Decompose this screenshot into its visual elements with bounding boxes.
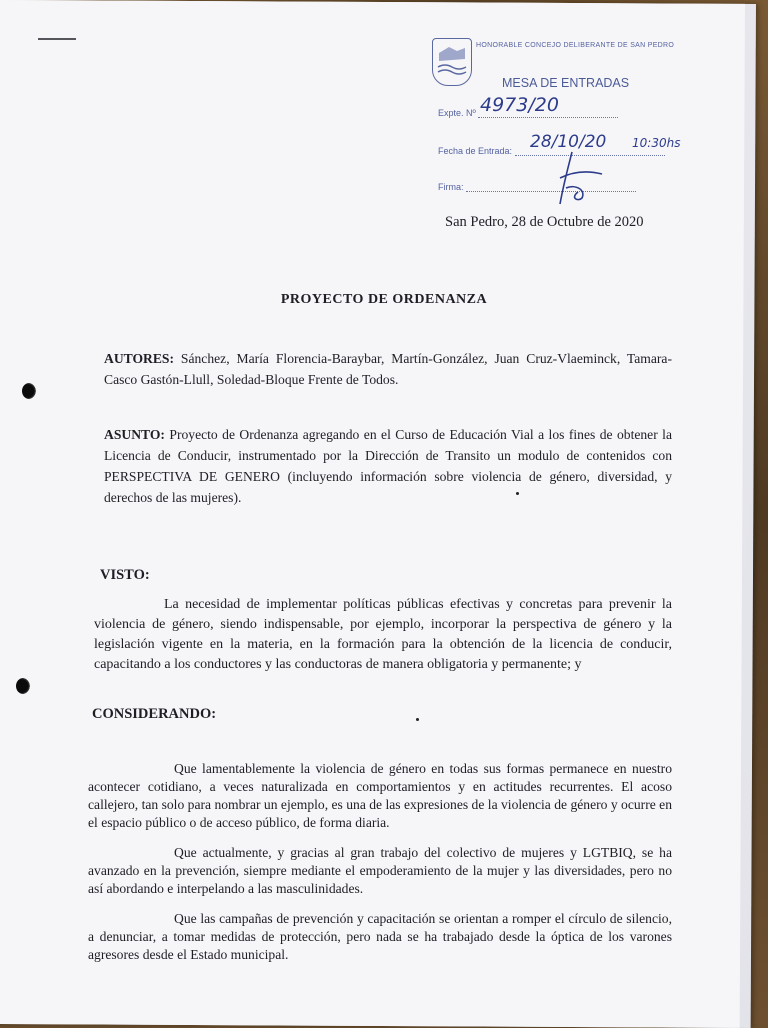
considerando-heading: CONSIDERANDO: xyxy=(92,706,217,722)
considerando-paragraph-2: Que actualmente, y gracias al gran trabajo del colectivo de mujeres y LGTBIQ, se ha avanzado en la prevención, siempre mediante el empoderamiento de la mujer y las diversidades, pero no así abordando e interpelando a las masculinidades. xyxy=(88,845,672,896)
asunto-paragraph xyxy=(104,424,672,508)
autores-text: Sánchez, María Florencia-Baraybar, Martín-González, Juan Cruz-Vlaeminck, Tamara-Casco Gastón-Llull, Soledad-Bloque Frente de Todos. xyxy=(104,351,672,387)
signature-icon xyxy=(542,148,612,208)
punch-hole-bottom xyxy=(16,678,30,694)
paper-speck xyxy=(416,718,419,721)
stamp-office: MESA DE ENTRADAS xyxy=(502,76,630,90)
expte-handwritten: 4973/20 xyxy=(480,94,559,116)
punch-hole-top xyxy=(22,383,36,399)
visto-text: La necesidad de implementar políticas públicas efectivas y concretas para prevenir la violencia de género, siendo indispensable, por ejemplo, incorporar la perspectiva de género y la legislación vigente en la materia, en la formación para la obtención de la licencia de conducir, capacitando a los conductores y las conductoras de manera obligatoria y permanente; y xyxy=(94,597,672,672)
hora-handwritten: 10:30hs xyxy=(632,136,681,150)
fecha-handwritten: 28/10/20 xyxy=(530,132,607,152)
place-date: San Pedro, 28 de Octubre de 2020 xyxy=(445,214,644,230)
municipal-seal-icon xyxy=(432,38,472,86)
fecha-label: Fecha de Entrada: xyxy=(438,146,513,156)
pencil-mark xyxy=(38,38,76,40)
autores-paragraph xyxy=(104,348,672,390)
document-title: PROYECTO DE ORDENANZA xyxy=(280,292,488,307)
paper-speck xyxy=(516,492,519,495)
considerando-paragraph-1: Que lamentablemente la violencia de género en todas sus formas permanece en nuestro acontecer cotidiano, a veces naturalizada en comportamientos y en actitudes recurrentes. El acoso callejero, tan solo para nombrar un ejemplo, es una de las expresiones de la violencia de género y ocurre en el espacio público o de acceso público, de forma diaria. xyxy=(88,761,672,830)
asunto-label: ASUNTO: xyxy=(104,427,165,442)
firma-label: Firma: xyxy=(438,182,464,192)
asunto-text: Proyecto de Ordenanza agregando en el Curso de Educación Vial a los fines de obtener la Licencia de Conducir, instrumentado por la Dirección de Transito un modulo de contenidos con PERSPECTIVA DE GENERO (incluyendo información sobre violencia de género, diversidad, y derechos de las mujeres). xyxy=(104,427,672,505)
stamp-organization: HONORABLE CONCEJO DELIBERANTE DE SAN PEDRO xyxy=(476,42,675,49)
considerando-paragraph-3: Que las campañas de prevención y capacitación se orientan a romper el círculo de silencio, a denunciar, a tomar medidas de protección, pero nada se ha trabajado desde la óptica de los varones agresores desde el Estado municipal. xyxy=(88,911,672,962)
autores-label: AUTORES: xyxy=(104,351,174,366)
expte-label: Expte. Nº xyxy=(438,108,476,118)
entry-stamp xyxy=(432,36,682,196)
visto-heading: VISTO: xyxy=(100,567,150,583)
